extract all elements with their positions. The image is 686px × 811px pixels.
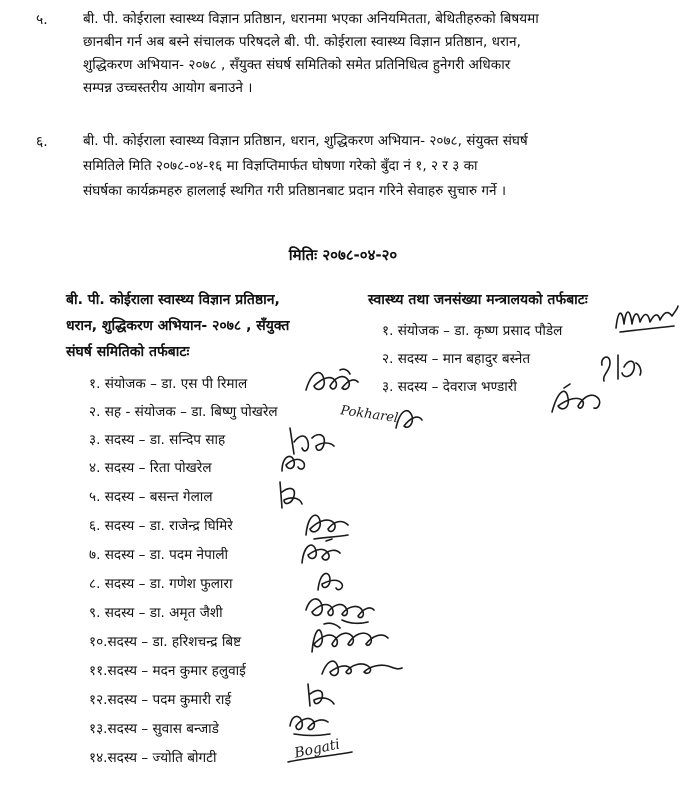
- right-member: १. संयोजक – डा. कृष्ण प्रसाद पौडेल: [382, 323, 563, 339]
- resolution-line: समितिले मिति २०७८-०४-१६ मा विज्ञप्तिमार्फत घोषणा गरेको बुँदा नं १, २ र ३ का: [83, 158, 478, 174]
- left-member: ६. सदस्य – डा. राजेन्द्र घिमिरे: [89, 518, 233, 534]
- signature-14: [286, 728, 360, 768]
- left-member: १४.सदस्य – ज्योति बोगटी: [89, 750, 217, 766]
- left-member: ४. सदस्य – रिता पोखरेल: [89, 460, 212, 476]
- right-member: ३. सदस्य – देवराज भण्डारी: [382, 379, 517, 395]
- left-member: ३. सदस्य – डा. सन्दिप साह: [89, 432, 226, 448]
- right-member: २. सदस्य – मान बहादुर बस्नेत: [382, 351, 531, 367]
- resolution-line: शुद्धिकरण अभियान- २०७८ , सँयुक्त संघर्ष समितिको समेत प्रतिनिधित्व हुनेगरी अधिकार: [83, 57, 511, 73]
- resolution-line: संघर्षका कार्यक्रमहरु हाललाई स्थगित गरी प्रतिष्ठानबाट प्रदान गरिने सेवाहरु सुचारु गर्ने ।: [83, 183, 507, 199]
- left-member: १३.सदस्य – सुवास बन्जाडे: [89, 721, 219, 737]
- left-member: २. सह - संयोजक – डा. बिष्णु पोखरेल: [89, 404, 278, 420]
- signature-right-1: [612, 300, 682, 340]
- left-member: ९. सदस्य – डा. अमृत जैशी: [89, 605, 223, 621]
- left-committee-heading-line: धरान, शुद्धिकरण अभियान- २०७८ , सँयुक्त: [66, 318, 290, 334]
- signature-right-3: [548, 380, 610, 420]
- left-member: ७. सदस्य – डा. पदम नेपाली: [89, 547, 229, 563]
- left-member: १०.सदस्य – डा. हरिशचन्द्र बिष्ट: [89, 634, 242, 650]
- right-committee-heading: स्वास्थ्य तथा जनसंख्या मन्त्रालयको तर्फबाटः: [368, 292, 588, 308]
- resolution-number: ५.: [36, 12, 48, 28]
- resolution-line: बी. पी. कोईराला स्वास्थ्य विज्ञान प्रतिष्ठान, धरान, शुद्धिकरण अभियान- २०७८, संयुक्त संघर्ष: [83, 133, 528, 149]
- date-line: मितिः २०७८-०४-२०: [288, 246, 398, 264]
- signature-14-text: Bogati: [292, 736, 342, 762]
- signature-4: [276, 447, 316, 477]
- left-member: १२.सदस्य – पदम कुमारी राई: [89, 692, 232, 708]
- resolution-line: सम्पन्न उच्चस्तरीय आयोग बनाउने ।: [83, 80, 253, 96]
- left-member: ८. सदस्य – डा. गणेश फुलारा: [89, 576, 233, 592]
- signature-11: [318, 650, 408, 682]
- signature-1: [302, 364, 362, 398]
- left-committee-heading-line: बी. पी. कोईराला स्वास्थ्य विज्ञान प्रतिष्ठान,: [66, 292, 280, 308]
- left-member: ११.सदस्य – मदन कुमार हलुवाई: [89, 663, 246, 679]
- resolution-line: छानबीन गर्न अब बस्ने संचालक परिषदले बी. पी. कोईराला स्वास्थ्य विज्ञान प्रतिष्ठान, धरान,: [83, 34, 521, 50]
- signature-2-text: Pokharel: [339, 403, 400, 427]
- signature-2: [338, 396, 426, 436]
- resolution-number: ६.: [36, 134, 48, 150]
- left-member: ५. सदस्य – बसन्त गेलाल: [89, 489, 213, 505]
- left-committee-heading-line: संघर्ष समितिको तर्फबाटः: [66, 344, 190, 360]
- left-member: १. संयोजक – डा. एस पी रिमाल: [89, 376, 248, 392]
- resolution-line: बी. पी. कोईराला स्वास्थ्य विज्ञान प्रतिष्ठान, धरानमा भएका अनियमितता, बेथितीहरुको बिषयमा: [83, 11, 539, 27]
